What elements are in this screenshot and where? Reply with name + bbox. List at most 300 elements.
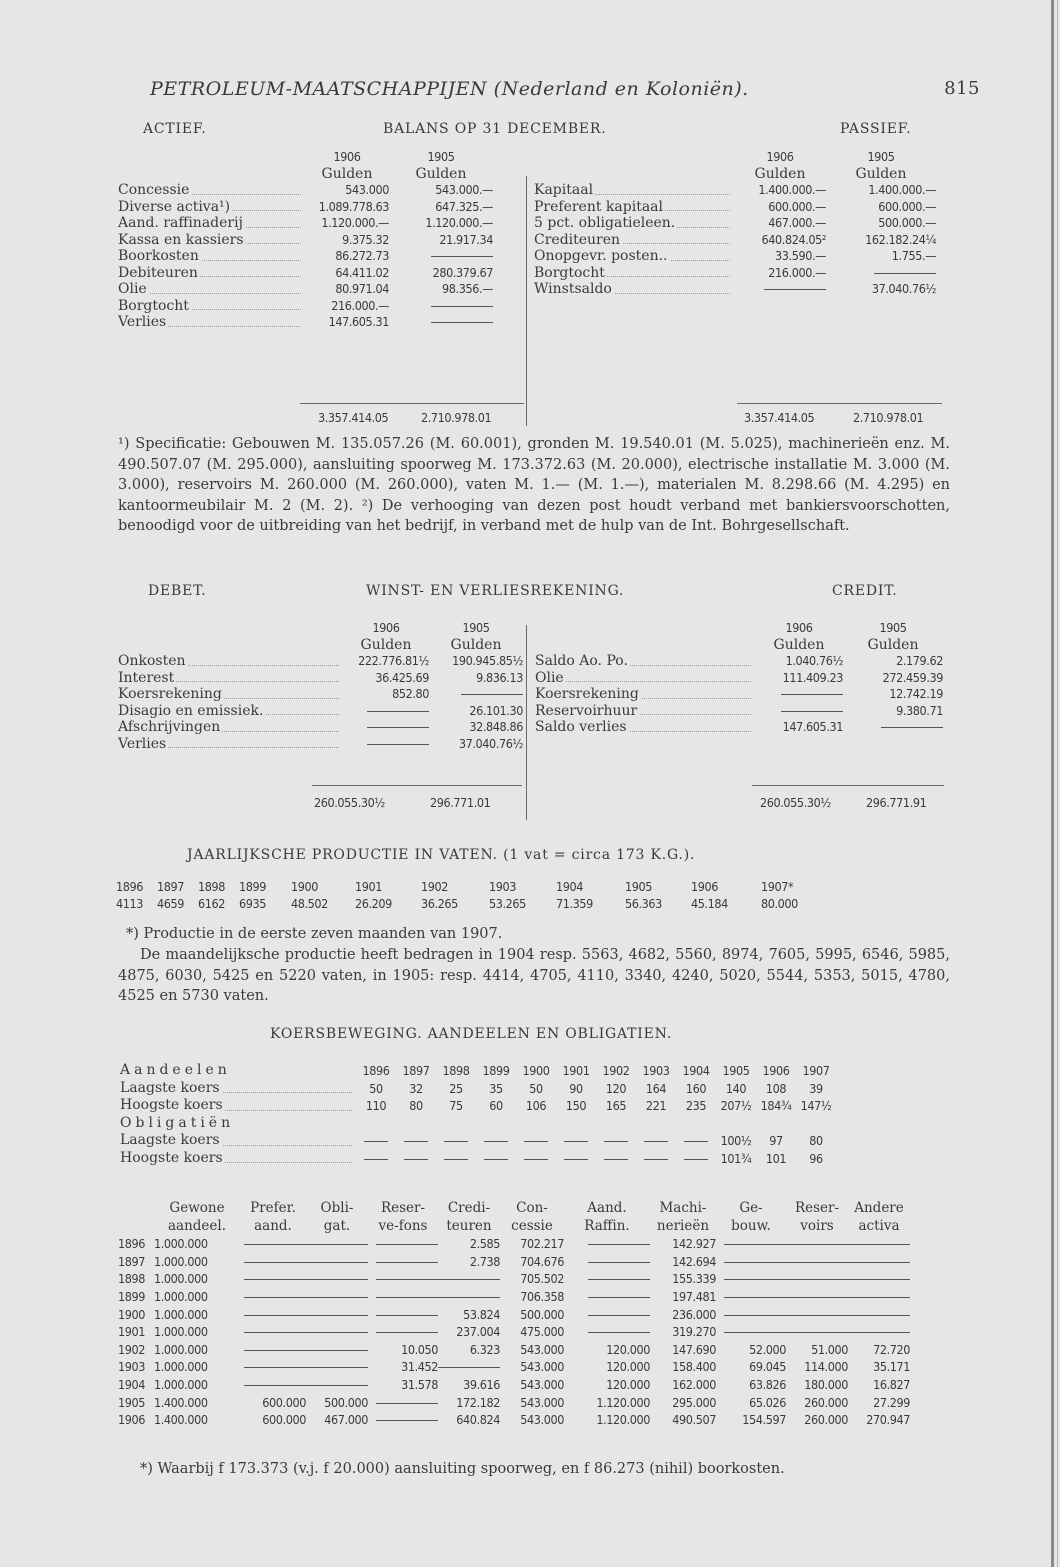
table-row: Borgtocht 216.000.— xyxy=(534,265,936,282)
empty-rule xyxy=(588,1332,650,1333)
empty-rule xyxy=(604,1159,628,1160)
cell xyxy=(716,1235,786,1253)
cell: 16.827 xyxy=(873,1376,910,1392)
page-edge xyxy=(1051,0,1054,1567)
history-footnote: *) Waarbij f 173.373 (v.j. f 20.000) aansluiting spoorweg, en f 86.273 (nihil) boorkosten. xyxy=(140,1461,785,1477)
cell xyxy=(716,1288,786,1306)
empty-rule xyxy=(848,1315,910,1316)
empty-rule xyxy=(524,1141,548,1142)
table-row: Saldo verlies 147.605.31 xyxy=(535,719,943,736)
production-table xyxy=(116,878,811,912)
cell xyxy=(306,1288,368,1306)
unit-header: Gulden xyxy=(450,636,502,653)
empty-rule xyxy=(881,727,943,728)
empty-rule xyxy=(848,1297,910,1298)
empty-rule xyxy=(564,1141,588,1142)
cell xyxy=(564,1235,650,1253)
cell: 72.720 xyxy=(873,1341,910,1357)
empty-rule xyxy=(444,1159,468,1160)
empty-rule xyxy=(438,1297,500,1298)
cell xyxy=(848,1306,910,1324)
empty-rule xyxy=(306,1332,368,1333)
empty-rule xyxy=(431,322,493,323)
empty-rule xyxy=(724,1244,786,1245)
cell xyxy=(368,1288,438,1306)
cell: 158.400 xyxy=(672,1359,716,1375)
empty-rule xyxy=(244,1297,306,1298)
bonds-label: Obligatiën xyxy=(120,1114,235,1131)
cell xyxy=(786,1270,848,1288)
empty-rule xyxy=(306,1262,368,1263)
cell xyxy=(368,1270,438,1288)
row-year: 1896 xyxy=(118,1236,146,1252)
empty-rule xyxy=(431,256,493,257)
empty-rule xyxy=(438,1367,500,1368)
debet-total-1905: 296.771.01 xyxy=(430,795,491,810)
empty-rule xyxy=(367,727,429,728)
cell xyxy=(240,1306,306,1324)
empty-rule xyxy=(724,1279,786,1280)
empty-rule xyxy=(786,1279,848,1280)
cell xyxy=(786,1288,848,1306)
credit-total-1906: 260.055.30½ xyxy=(760,795,831,810)
cell xyxy=(368,1323,438,1341)
cell xyxy=(716,1306,786,1324)
empty-rule xyxy=(306,1367,368,1368)
cell xyxy=(786,1323,848,1341)
profit-loss-title: WINST- EN VERLIESREKENING. xyxy=(366,583,625,599)
table-row: Hoogste koers 110 80 75 60 106 150 165 221 235 207½ 184¾ 147½ xyxy=(120,1097,832,1113)
table-row: Onopgevr. posten.. 33.590.— 1.755.— xyxy=(534,248,936,264)
cell: 640.824 xyxy=(456,1412,500,1428)
column-divider xyxy=(526,625,527,820)
empty-rule xyxy=(306,1350,368,1351)
running-head xyxy=(150,78,980,100)
empty-rule xyxy=(604,1141,628,1142)
empty-rule xyxy=(367,711,429,712)
production-title: JAARLIJKSCHE PRODUCTIE IN VATEN. (1 vat = circa 173 K.G.). xyxy=(187,847,696,863)
empty-rule xyxy=(367,744,429,745)
total-rule xyxy=(737,403,942,404)
cell: 1.400.000 xyxy=(154,1412,208,1428)
credit-total-1905: 296.771.91 xyxy=(866,795,927,810)
empty-rule xyxy=(684,1159,708,1160)
cell xyxy=(848,1288,910,1306)
cell: 500.000 xyxy=(324,1394,368,1410)
empty-rule xyxy=(724,1332,786,1333)
empty-rule xyxy=(244,1385,306,1386)
cell: 295.000 xyxy=(672,1394,716,1410)
cell xyxy=(564,1253,650,1271)
table-row xyxy=(118,1411,910,1429)
table-row: Koersrekening 852.80 xyxy=(118,686,523,703)
table-row: Verlies 37.040.76½ xyxy=(118,735,523,752)
unit-header: Gulden xyxy=(415,165,467,182)
year-header: 1905 xyxy=(867,149,895,164)
cell: 69.045 xyxy=(749,1359,786,1375)
empty-rule xyxy=(404,1159,428,1160)
passief-total-1906: 3.357.414.05 xyxy=(744,410,815,425)
table-row xyxy=(118,1253,910,1271)
cell xyxy=(306,1341,368,1359)
cell xyxy=(240,1341,306,1359)
cell: 1.000.000 xyxy=(154,1306,208,1322)
cell: 600.000 xyxy=(262,1412,306,1428)
cell: 6.323 xyxy=(469,1341,500,1357)
running-head-title: PETROLEUM-MAATSCHAPPIJEN (Nederland en Koloniën). xyxy=(150,78,749,100)
empty-rule xyxy=(404,1141,428,1142)
cell xyxy=(306,1376,368,1394)
passief-total-1905: 2.710.978.01 xyxy=(853,410,924,425)
table-row: Afschrijvingen 32.848.86 xyxy=(118,719,523,735)
table-row: Hoogste koers 101¾ 101 96 xyxy=(120,1149,823,1166)
year-header: 1906 xyxy=(785,620,813,635)
empty-rule xyxy=(848,1332,910,1333)
table-row: Olie 80.971.04 98.356.— xyxy=(118,281,493,297)
empty-rule xyxy=(588,1297,650,1298)
table-row: Debiteuren 64.411.02 280.379.67 xyxy=(118,264,493,281)
table-row xyxy=(118,1376,910,1394)
cell: 162.000 xyxy=(672,1376,716,1392)
empty-rule xyxy=(444,1141,468,1142)
empty-rule xyxy=(376,1279,438,1280)
year-header: 1906 xyxy=(766,149,794,164)
cell xyxy=(240,1323,306,1341)
cell: 475.000 xyxy=(520,1324,564,1340)
cell xyxy=(438,1288,500,1306)
balance-footnote: ¹) Specificatie: Gebouwen M. 135.057.26 (M. 60.001), gronden M. 19.540.01 (M. 5.025), machinerieën enz. M. 490.507.07 (M. 295.000), aansluiting spoorweg M. 173.372.63 (M. 20.000), electrische installatie M. 3.000 (M. 3.000), reservoirs M. 260.000 (M. 260.000), vaten M. 1.— (M. 1.—), materialen M. 8.298.66 (M. 4.295) en kantoormeubilair M. 2 (M. 2). ²) De verhooging van dezen post houdt verband met bankiersvoorschotten, benoodigd voor de uitbreiding van het bedrijf, in verband met de hulp van de Int. Bohrgesellschaft. xyxy=(118,436,950,534)
year-header: 1905 xyxy=(462,620,490,635)
table-row: Reservoirhuur 9.380.71 xyxy=(535,702,943,719)
cell: 53.824 xyxy=(463,1306,500,1322)
empty-rule xyxy=(364,1141,388,1142)
empty-rule xyxy=(376,1315,438,1316)
empty-rule xyxy=(244,1262,306,1263)
empty-rule xyxy=(376,1262,438,1263)
history-table xyxy=(118,1200,910,1429)
cell: 1.120.000 xyxy=(596,1412,650,1428)
cell xyxy=(564,1270,650,1288)
cell: 500.000 xyxy=(520,1306,564,1322)
empty-rule xyxy=(524,1159,548,1160)
cell: 65.026 xyxy=(749,1394,786,1410)
cell: 2.738 xyxy=(469,1253,500,1269)
cell: 147.690 xyxy=(672,1341,716,1357)
cell: 1.000.000 xyxy=(154,1253,208,1269)
cell: 1.000.000 xyxy=(154,1359,208,1375)
actief-label: ACTIEF. xyxy=(143,121,207,137)
cell: 319.270 xyxy=(672,1324,716,1340)
total-rule xyxy=(312,785,522,786)
empty-rule xyxy=(376,1332,438,1333)
empty-rule xyxy=(431,306,493,307)
empty-rule xyxy=(244,1279,306,1280)
row-year: 1906 xyxy=(118,1412,146,1428)
empty-rule xyxy=(644,1159,668,1160)
empty-rule xyxy=(564,1159,588,1160)
table-row: Disagio en emissiek. 26.101.30 xyxy=(118,702,523,719)
table-row: Olie 111.409.23 272.459.39 xyxy=(535,669,943,686)
empty-rule xyxy=(484,1159,508,1160)
cell xyxy=(368,1235,438,1253)
cell: 467.000 xyxy=(324,1412,368,1428)
empty-rule xyxy=(588,1279,650,1280)
cell: 1.000.000 xyxy=(154,1236,208,1252)
row-year: 1897 xyxy=(118,1253,146,1269)
cell xyxy=(240,1376,306,1394)
cell: 260.000 xyxy=(804,1412,848,1428)
cell: 31.578 xyxy=(401,1376,438,1392)
credit-label: CREDIT. xyxy=(832,583,898,599)
empty-rule xyxy=(376,1403,438,1404)
empty-rule xyxy=(786,1262,848,1263)
empty-rule xyxy=(484,1141,508,1142)
empty-rule xyxy=(588,1244,650,1245)
year-header: 1905 xyxy=(879,620,907,635)
year-header: 1906 xyxy=(372,620,400,635)
row-year: 1900 xyxy=(118,1306,146,1322)
balance-title: BALANS OP 31 DECEMBER. xyxy=(383,121,607,137)
empty-rule xyxy=(848,1279,910,1280)
history-header-row-2: aandeel. aand. gat. ve-fons teuren cessie Raffin. nerieën bouw. voirs activa xyxy=(167,1217,900,1234)
empty-rule xyxy=(461,694,523,695)
cell: 237.004 xyxy=(456,1324,500,1340)
table-row: Diverse activa¹) 1.089.778.63 647.325.— xyxy=(118,198,493,215)
empty-rule xyxy=(306,1279,368,1280)
table-row: Concessie 543.000 543.000.— xyxy=(118,182,493,198)
unit-header: Gulden xyxy=(321,165,373,182)
unit-header: Gulden xyxy=(754,165,806,182)
empty-rule xyxy=(244,1367,306,1368)
cell xyxy=(306,1323,368,1341)
cell xyxy=(240,1253,306,1271)
cell xyxy=(306,1253,368,1271)
row-year: 1902 xyxy=(118,1341,146,1357)
cell xyxy=(240,1288,306,1306)
cell xyxy=(306,1235,368,1253)
cell xyxy=(716,1323,786,1341)
debet-total-1906: 260.055.30½ xyxy=(314,795,385,810)
cell: 543.000 xyxy=(520,1359,564,1375)
debet-table xyxy=(118,620,523,752)
cell: 155.339 xyxy=(672,1271,716,1287)
cell xyxy=(438,1270,500,1288)
table-row: Borgtocht 216.000.— xyxy=(118,298,493,315)
empty-rule xyxy=(781,711,843,712)
empty-rule xyxy=(306,1315,368,1316)
credit-table xyxy=(535,620,943,736)
table-row: Verlies 147.605.31 xyxy=(118,314,493,331)
table-row xyxy=(118,1235,910,1253)
cell: 1.000.000 xyxy=(154,1376,208,1392)
cell: 1.000.000 xyxy=(154,1324,208,1340)
unit-header: Gulden xyxy=(773,636,825,653)
table-row: Kassa en kassiers 9.375.32 21.917.34 xyxy=(118,231,493,248)
cell xyxy=(240,1235,306,1253)
unit-header: Gulden xyxy=(855,165,907,182)
cell: 1.000.000 xyxy=(154,1341,208,1357)
unit-header: Gulden xyxy=(867,636,919,653)
empty-rule xyxy=(724,1262,786,1263)
production-years-row: 1896 1897 1898 1899 1900 1901 1902 1903 1904 1905 1906 1907* xyxy=(116,879,794,894)
cell: 704.676 xyxy=(520,1253,564,1269)
table-row: Laagste koers 50 32 25 35 50 90 120 164 160 140 108 39 xyxy=(120,1079,823,1096)
cell xyxy=(564,1323,650,1341)
cell: 543.000 xyxy=(520,1376,564,1392)
cell xyxy=(564,1306,650,1324)
cell: 120.000 xyxy=(606,1341,650,1357)
production-values-row: 4113 4659 6162 6935 48.502 26.209 36.265 53.265 71.359 56.363 45.184 80.000 xyxy=(116,896,798,911)
table-row xyxy=(118,1306,910,1324)
cell: 197.481 xyxy=(672,1288,716,1304)
cell: 1.120.000 xyxy=(596,1394,650,1410)
empty-rule xyxy=(786,1315,848,1316)
cell: 10.050 xyxy=(401,1341,438,1357)
cell: 31.452 xyxy=(401,1359,438,1375)
table-row: Koersrekening 12.742.19 xyxy=(535,686,943,702)
year-header: 1905 xyxy=(427,149,455,164)
table-row xyxy=(118,1270,910,1288)
table-row: Kapitaal 1.400.000.— 1.400.000.— xyxy=(534,182,936,198)
price-header-row: Aandeelen 1896 1897 1898 1899 1900 1901 1902 1903 1904 1905 1906 1907 xyxy=(120,1062,830,1078)
table-row: Boorkosten 86.272.73 xyxy=(118,248,493,265)
cell xyxy=(368,1411,438,1429)
cell: 2.585 xyxy=(469,1236,500,1252)
row-year: 1903 xyxy=(118,1359,146,1375)
empty-rule xyxy=(244,1332,306,1333)
empty-rule xyxy=(376,1420,438,1421)
actief-total-1906: 3.357.414.05 xyxy=(318,410,389,425)
history-header-row-1: Gewone Prefer. Obli- Reser- Credi- Con- Aand. Machi- Ge- Reser- Andere xyxy=(169,1200,904,1216)
empty-rule xyxy=(848,1262,910,1263)
cell: 142.694 xyxy=(672,1253,716,1269)
cell: 39.616 xyxy=(463,1376,500,1392)
cell: 1.000.000 xyxy=(154,1271,208,1287)
cell: 120.000 xyxy=(606,1376,650,1392)
cell: 172.182 xyxy=(456,1394,500,1410)
empty-rule xyxy=(764,289,826,290)
row-year: 1899 xyxy=(118,1288,146,1304)
empty-rule xyxy=(786,1332,848,1333)
cell xyxy=(848,1235,910,1253)
empty-rule xyxy=(244,1244,306,1245)
empty-rule xyxy=(644,1141,668,1142)
cell: 1.000.000 xyxy=(154,1288,208,1304)
total-rule xyxy=(300,403,524,404)
empty-rule xyxy=(874,273,936,274)
cell: 260.000 xyxy=(804,1394,848,1410)
table-row: Preferent kapitaal 600.000.— 600.000.— xyxy=(534,198,936,215)
empty-rule xyxy=(244,1350,306,1351)
cell xyxy=(716,1253,786,1271)
table-row: Aand. raffinaderij 1.120.000.— 1.120.000.— xyxy=(118,215,493,231)
empty-rule xyxy=(376,1297,438,1298)
cell: 51.000 xyxy=(811,1341,848,1357)
cell xyxy=(368,1253,438,1271)
cell xyxy=(848,1323,910,1341)
cell: 120.000 xyxy=(606,1359,650,1375)
cell: 63.826 xyxy=(749,1376,786,1392)
cell: 142.927 xyxy=(672,1236,716,1252)
cell: 52.000 xyxy=(749,1341,786,1357)
table-row: Interest 36.425.69 9.836.13 xyxy=(118,669,523,686)
cell xyxy=(786,1235,848,1253)
cell xyxy=(438,1358,500,1376)
cell xyxy=(240,1358,306,1376)
cell xyxy=(306,1358,368,1376)
cell xyxy=(368,1306,438,1324)
cell xyxy=(306,1306,368,1324)
empty-rule xyxy=(588,1315,650,1316)
cell: 543.000 xyxy=(520,1341,564,1357)
balance-actief-table xyxy=(118,149,493,331)
column-divider xyxy=(526,176,527,426)
row-year: 1905 xyxy=(118,1394,146,1410)
empty-rule xyxy=(306,1244,368,1245)
cell xyxy=(716,1270,786,1288)
debet-label: DEBET. xyxy=(148,583,207,599)
table-row: Winstsaldo 37.040.76½ xyxy=(534,281,936,297)
table-row: Saldo Ao. Po. 1.040.76½ 2.179.62 xyxy=(535,653,943,669)
empty-rule xyxy=(684,1141,708,1142)
passief-label: PASSIEF. xyxy=(840,121,912,137)
cell: 154.597 xyxy=(742,1412,786,1428)
cell: 35.171 xyxy=(873,1359,910,1375)
empty-rule xyxy=(786,1297,848,1298)
empty-rule xyxy=(848,1244,910,1245)
cell: 114.000 xyxy=(804,1359,848,1375)
page-edge-inner xyxy=(1057,0,1058,1567)
cell: 236.000 xyxy=(672,1306,716,1322)
cell: 543.000 xyxy=(520,1394,564,1410)
row-year: 1898 xyxy=(118,1271,146,1287)
cell: 180.000 xyxy=(804,1376,848,1392)
actief-total-1905: 2.710.978.01 xyxy=(421,410,492,425)
price-movement-table xyxy=(120,1062,836,1167)
empty-rule xyxy=(588,1262,650,1263)
row-year: 1901 xyxy=(118,1324,146,1340)
empty-rule xyxy=(306,1297,368,1298)
cell xyxy=(848,1253,910,1271)
monthly-production-text: De maandelijksche productie heeft bedragen in 1904 resp. 5563, 4682, 5560, 8974, 7605, 5995, 6546, 5985, 4875, 6030, 5425 en 5220 vaten, in 1905: resp. 4414, 4705, 4110, 3340, 4240, 5020, 5544, 5353, 5015, 4780, 4525 en 5730 vaten. xyxy=(118,947,950,1004)
table-row: 5 pct. obligatieleen. 467.000.— 500.000.— xyxy=(534,215,936,231)
table-row xyxy=(118,1358,910,1376)
cell: 600.000 xyxy=(262,1394,306,1410)
cell: 702.217 xyxy=(520,1236,564,1252)
cell xyxy=(848,1270,910,1288)
empty-rule xyxy=(364,1159,388,1160)
empty-rule xyxy=(306,1385,368,1386)
empty-rule xyxy=(724,1297,786,1298)
production-footnote: *) Productie in de eerste zeven maanden van 1907. xyxy=(126,926,503,942)
total-rule xyxy=(752,785,944,786)
table-row xyxy=(118,1341,910,1359)
table-row: Crediteuren 640.824.05² 162.182.24¼ xyxy=(534,231,936,248)
table-row: Laagste koers 100½ 97 80 xyxy=(120,1132,823,1148)
table-row: Onkosten 222.776.81½ 190.945.85½ xyxy=(118,653,523,669)
empty-rule xyxy=(786,1244,848,1245)
row-year: 1904 xyxy=(118,1376,146,1392)
cell xyxy=(368,1394,438,1412)
balance-passief-table xyxy=(534,149,936,298)
empty-rule xyxy=(376,1244,438,1245)
unit-header: Gulden xyxy=(360,636,412,653)
year-header: 1906 xyxy=(333,149,361,164)
price-movement-title: KOERSBEWEGING. AANDEELEN EN OBLIGATIEN. xyxy=(270,1026,673,1042)
empty-rule xyxy=(781,694,843,695)
empty-rule xyxy=(724,1315,786,1316)
table-row xyxy=(118,1323,910,1341)
